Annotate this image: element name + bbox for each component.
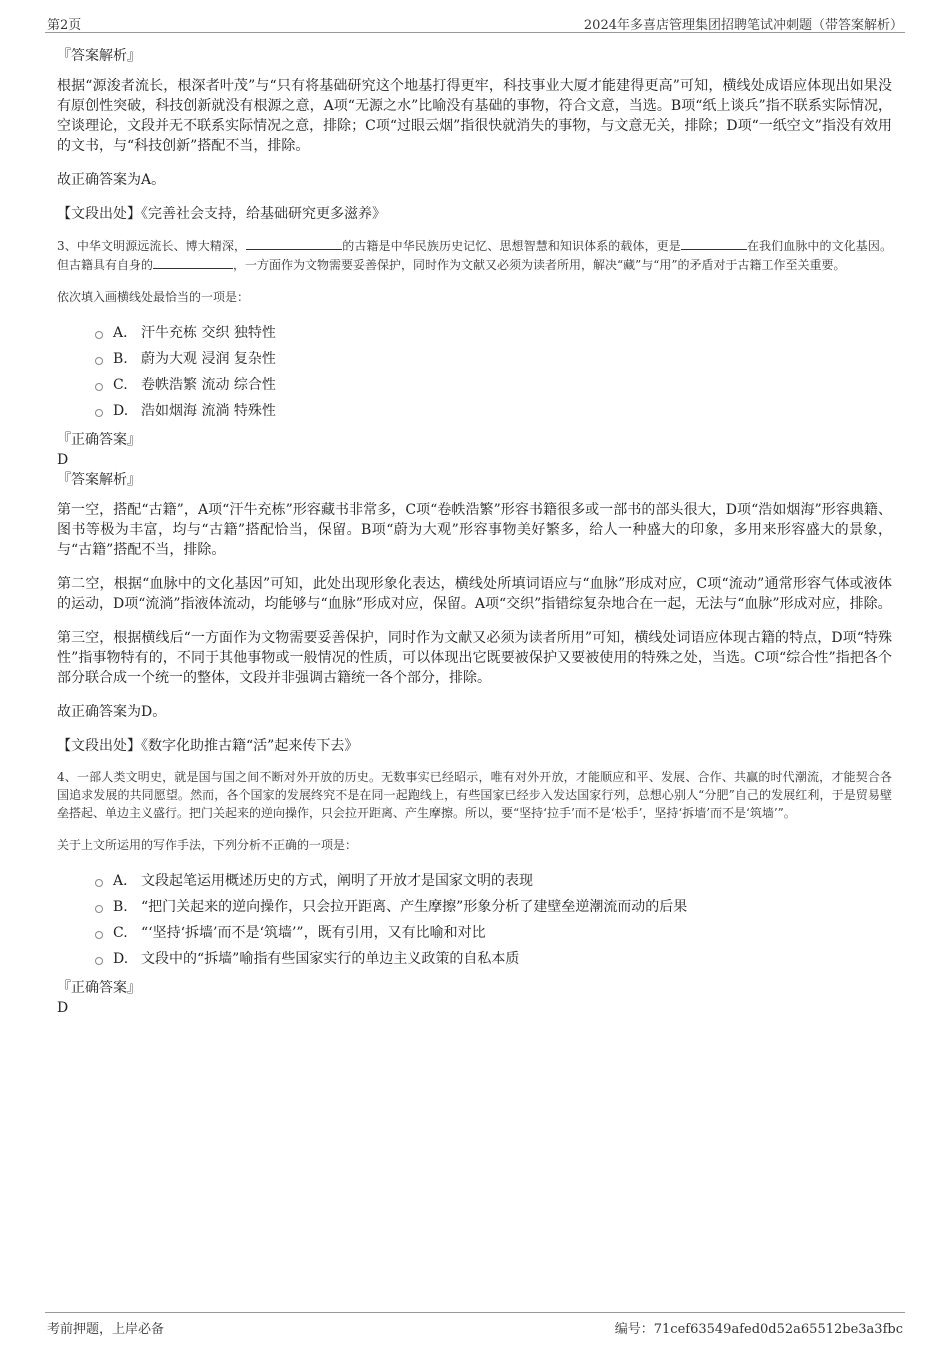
document-body <box>57 46 892 1018</box>
q4-stem: 4、一部人类文明史，就是国与国之间不断对外开放的历史。无数事实已经昭示，唯有对外开放，才能顺应和平、发展、合作、共赢的时代潮流，才能契合各国追求发展的共同愿望。然而，各个国家的发展终究不是在同一起跑线上，有些国家已经步入发达国家行列，总想心别人“分肥”自己的发展红利，于是贸易壁垒搭起、单边主义盛行。把门关起来的逆向操作，只会拉开距离、产生摩擦。所以，要“坚持‘拉手’而不是‘松手’，坚持‘拆墙’而不是‘筑墙’”。 <box>57 770 892 820</box>
q2-analysis-label: 『答案解析』 <box>57 48 141 64</box>
q3-answer-label: 『正确答案』 <box>57 432 141 448</box>
page-header <box>45 12 905 33</box>
q3-option-a[interactable]: A． 汗牛充栋 交织 独特性 <box>95 320 892 346</box>
q3-source: 【文段出处】《数字化助推古籍“活”起来传下去》 <box>57 738 359 754</box>
q3-stem: 3、中华文明源远流长、博大精深， 的古籍是中华民族历史记忆、思想智慧和知识体系的载体，更是 在我们血脉中的文化基因。但古籍具有自身的 ，一方面作为文物需要妥善保护，同时作为文献又必须为读者所用，解决“藏”与“用”的矛盾对于古籍工作至关重要。 <box>57 236 892 274</box>
radio-icon[interactable] <box>95 905 103 913</box>
radio-icon[interactable] <box>95 879 103 887</box>
blank-3 <box>153 255 233 269</box>
q3-answer: D <box>57 452 69 468</box>
q3-analysis-label: 『答案解析』 <box>57 472 141 488</box>
q3-option-d[interactable]: D. 浩如烟海 流淌 特殊性 <box>95 398 892 424</box>
q4-options <box>95 868 892 972</box>
q3-conclusion: 故正确答案为D。 <box>57 704 167 720</box>
radio-icon[interactable] <box>95 409 103 417</box>
radio-icon[interactable] <box>95 331 103 339</box>
blank-1 <box>246 236 342 250</box>
q2-analysis: 根据“源浚者流长，根深者叶茂”与“只有将基础研究这个地基打得更牢，科技事业大厦才能建得更高”可知，横线处成语应体现出如果没有原创性突破，科技创新就没有根源之意，A项“无源之水”比喻没有基础的事物，符合文意，当选。B项“纸上谈兵”指不联系实际情况，空谈理论，文段并无不联系实际情况之意，排除；C项“过眼云烟”指很快就消失的事物，与文意无关，排除；D项“一纸空文”指没有效用的文书，与“科技创新”搭配不当，排除。 <box>57 78 892 154</box>
q2-source: 【文段出处】《完善社会支持，给基础研究更多滋养》 <box>57 206 386 222</box>
radio-icon[interactable] <box>95 357 103 365</box>
q4-option-a[interactable]: A． 文段起笔运用概述历史的方式，阐明了开放才是国家文明的表现 <box>95 868 892 894</box>
radio-icon[interactable] <box>95 957 103 965</box>
q4-prompt: 关于上文所运用的写作手法，下列分析不正确的一项是： <box>57 838 358 852</box>
q3-prompt: 依次填入画横线处最恰当的一项是： <box>57 290 250 304</box>
page-number: 第2页 <box>47 18 82 33</box>
q4-option-d[interactable]: D. 文段中的“拆墙”喻指有些国家实行的单边主义政策的自私本质 <box>95 946 892 972</box>
q4-option-c[interactable]: C. “‘坚持‘拆墙’而不是‘筑墙’”，既有引用，又有比喻和对比 <box>95 920 892 946</box>
radio-icon[interactable] <box>95 931 103 939</box>
page-footer <box>45 1312 905 1339</box>
q3-option-b[interactable]: B. 蔚为大观 浸润 复杂性 <box>95 346 892 372</box>
q2-conclusion: 故正确答案为A。 <box>57 172 166 188</box>
q3-analysis-2: 第二空，根据“血脉中的文化基因”可知，此处出现形象化表达，横线处所填词语应与“血脉”形成对应，C项“流动”通常形容气体或液体的运动，D项“流淌”指液体流动，均能够与“血脉”形成对应，保留。A项“交织”指错综复杂地合在一起，无法与“血脉”形成对应，排除。 <box>57 576 892 612</box>
q3-option-c[interactable]: C. 卷帙浩繁 流动 综合性 <box>95 372 892 398</box>
q4-answer-label: 『正确答案』 <box>57 980 141 996</box>
footer-slogan: 考前押题，上岸必备 <box>47 1322 165 1337</box>
q4-option-b[interactable]: B. “把门关起来的逆向操作，只会拉开距离、产生摩擦”形象分析了建壁垒逆潮流而动的后果 <box>95 894 892 920</box>
q3-options <box>95 320 892 424</box>
blank-2 <box>681 236 747 250</box>
q3-analysis-1: 第一空，搭配“古籍”，A项“汗牛充栋”形容藏书非常多，C项“卷帙浩繁”形容书籍很多或一部书的部头很大，D项“浩如烟海”形容典籍、图书等极为丰富，均与“古籍”搭配恰当，保留。B项“蔚为大观”形容事物美好繁多，给人一种盛大的印象，多用来形容盛大的景象，与“古籍”搭配不当，排除。 <box>57 502 892 558</box>
document-code: 编号：71cef63549afed0d52a65512be3a3fbc <box>614 1322 903 1337</box>
q3-analysis-3: 第三空，根据横线后“一方面作为文物需要妥善保护，同时作为文献又必须为读者所用”可知，横线处词语应体现古籍的特点，D项“特殊性”指事物特有的，不同于其他事物或一般情况的性质，可以体现出它既要被保护又要被使用的特殊之处，当选。C项“综合性”指把各个部分联合成一个统一的整体，文段并非强调古籍统一各个部分，排除。 <box>57 630 892 686</box>
document-title: 2024年多喜店管理集团招聘笔试冲刺题（带答案解析） <box>583 18 903 33</box>
radio-icon[interactable] <box>95 383 103 391</box>
q4-answer: D <box>57 1000 69 1016</box>
